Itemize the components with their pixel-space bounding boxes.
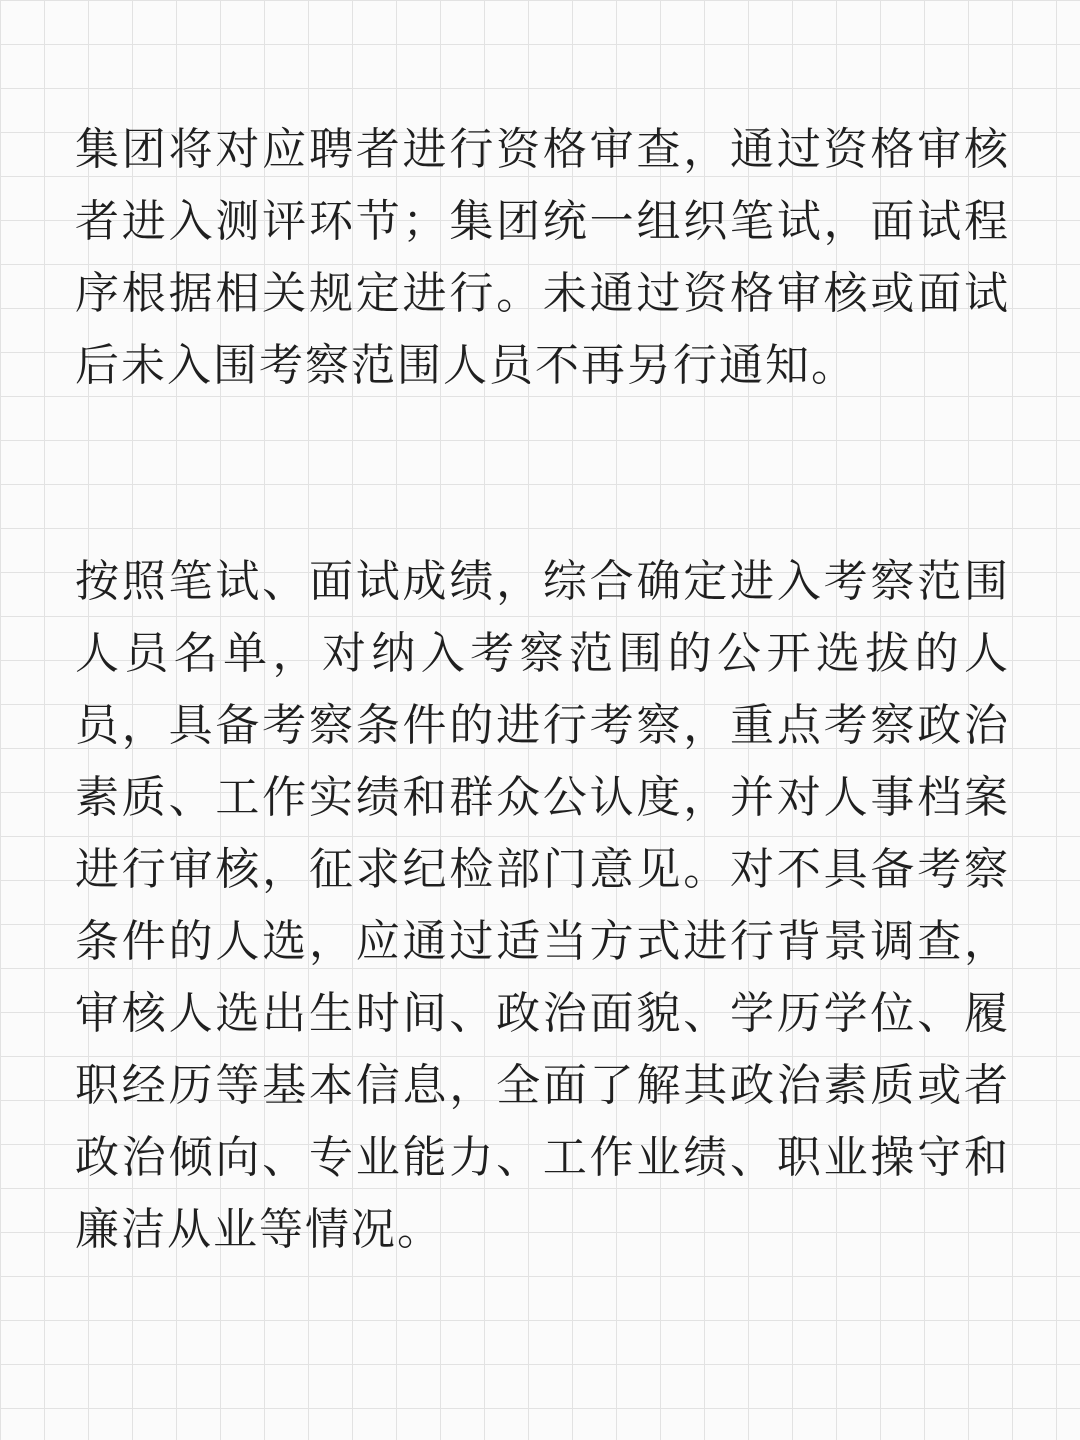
paragraph-inspection-process: 按照笔试、面试成绩，综合确定进入考察范围人员名单，对纳入考察范围的公开选拔的人员，具备考察条件的进行考察，重点考察政治素质、工作实绩和群众公认度，并对人事档案进行审核，征求纪检部门意见。对不具备考察条件的人选，应通过适当方式进行背景调查，审核人选出生时间、政治面貌、学历学位、履职经历等基本信息，全面了解其政治素质或者政治倾向、专业能力、工作业绩、职业操守和廉洁从业等情况。 bbox=[75, 556, 1010, 1255]
paragraph-qualification-review: 集团将对应聘者进行资格审查，通过资格审核者进入测评环节；集团统一组织笔试，面试程序根据相关规定进行。未通过资格审核或面试后未入围考察范围人员不再另行通知。 bbox=[75, 124, 1010, 391]
